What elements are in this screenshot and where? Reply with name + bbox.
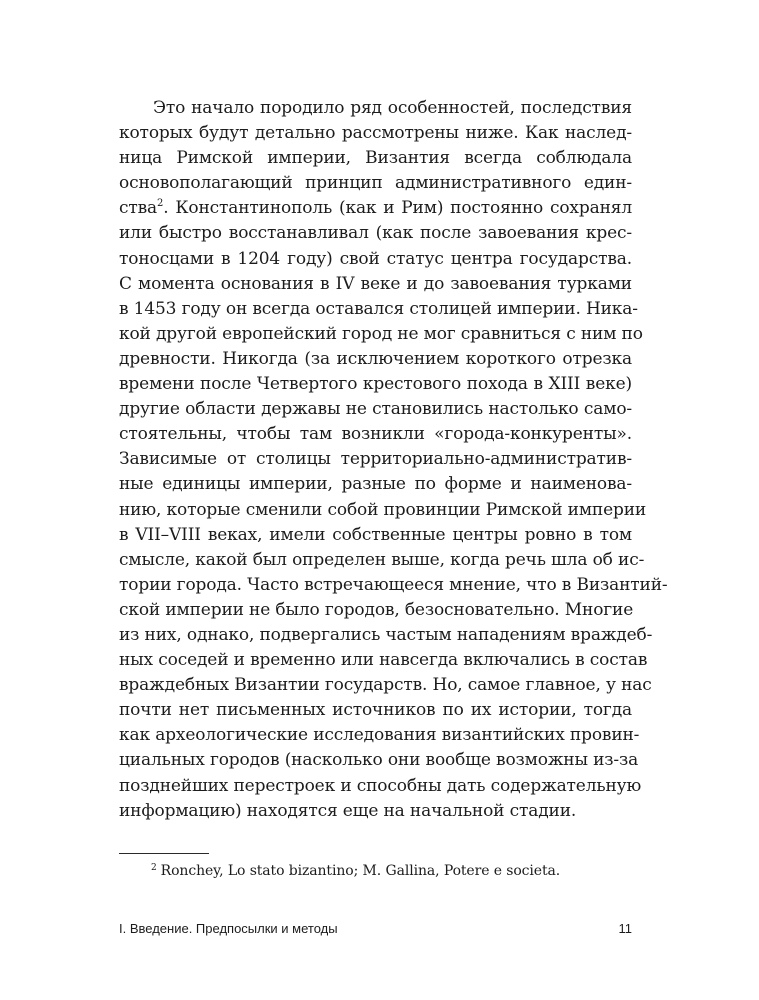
- text-line: в VII–VIII веках, имели собственные центры ровно в том: [119, 524, 632, 545]
- text-line: смысле, какой был определен выше, когда речь шла об ис-: [119, 549, 645, 570]
- text-line: [119, 196, 632, 221]
- footnote-text: Ronchey, Lo stato bizantino; M. Gallina, Potere e societa.: [160, 863, 561, 879]
- text-line: нию, которые сменили собой провинции Римской империи: [119, 499, 647, 520]
- text-line: тоносцами в 1204 году) свой статус центра государства.: [119, 248, 632, 269]
- main-text: [119, 96, 668, 824]
- text-line: времени после Четвертого крестового похода в XIII веке): [119, 374, 632, 395]
- footnote-divider: [119, 853, 209, 854]
- text-line: древности. Никогда (за исключением короткого отрезка: [119, 348, 632, 369]
- text-line: стоятельны, чтобы там возникли «города-конкуренты».: [119, 424, 632, 445]
- text-line: почти нет письменных источников по их истории, тогда: [119, 700, 632, 721]
- footnote: [151, 861, 560, 881]
- text-line: Это начало породило ряд особенностей, последствия: [153, 98, 632, 118]
- text-line: которых будут детально рассмотрены ниже. Как наслед-: [119, 123, 632, 144]
- text-line: или быстро восстанавливал (как после завоевания крес-: [119, 223, 632, 244]
- footnote-number: 2: [151, 863, 157, 873]
- text-line: информацию) находятся еще на начальной стадии.: [119, 800, 577, 821]
- text-line: тории города. Часто встречающееся мнение, что в Византий-: [119, 574, 668, 595]
- text-line: ные единицы империи, разные по форме и наименова-: [119, 474, 632, 495]
- footnote-reference[interactable]: 2: [157, 198, 164, 210]
- text-line: Зависимые от столицы территориально-административ-: [119, 449, 632, 470]
- text-line: в 1453 году он всегда оставался столицей империи. Ника-: [119, 298, 638, 319]
- text-line: циальных городов (насколько они вообще возможны из-за: [119, 750, 639, 771]
- text-line: ных соседей и временно или навсегда включались в состав: [119, 650, 648, 671]
- text-fragment: ства: [119, 198, 158, 219]
- text-line: кой другой европейский город не мог сравниться с ним по: [119, 323, 643, 344]
- text-line: из них, однако, подвергались частым нападениям враждеб-: [119, 624, 653, 645]
- text-line: как археологические исследования византийских провин-: [119, 725, 640, 746]
- text-fragment: . Константинополь (как и Рим) постоянно сохранял: [163, 198, 632, 219]
- text-line: С момента основания в IV веке и до завоевания турками: [119, 273, 632, 294]
- text-line: позднейших перестроек и способны дать содержательную: [119, 775, 642, 796]
- text-line: другие области державы не становились настолько само-: [119, 399, 632, 420]
- section-title: I. Введение. Предпосылки и методы: [119, 921, 338, 936]
- text-line: основополагающий принцип административного един-: [119, 173, 632, 194]
- page-number: 11: [618, 921, 632, 936]
- text-line: ской империи не было городов, безосновательно. Многие: [119, 599, 634, 620]
- text-line: ница Римской империи, Византия всегда соблюдала: [119, 148, 632, 169]
- text-line: враждебных Византии государств. Но, самое главное, у нас: [119, 675, 652, 696]
